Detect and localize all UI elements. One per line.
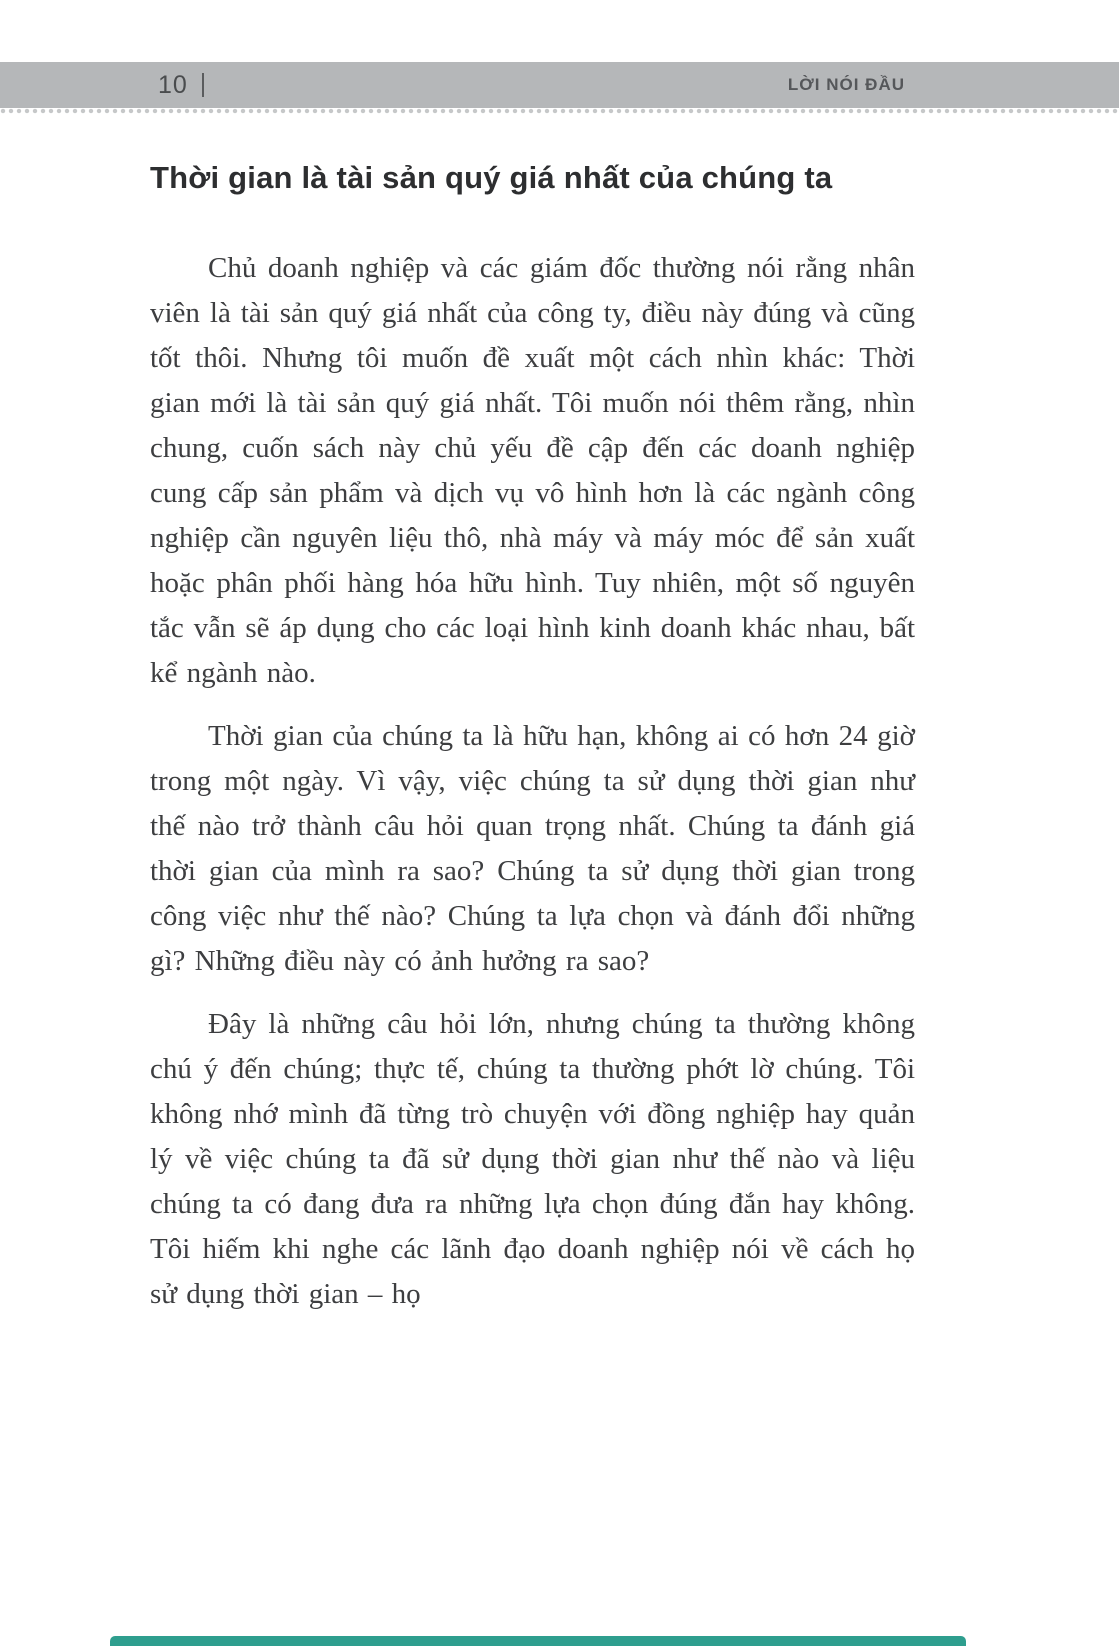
article-title: Thời gian là tài sản quý giá nhất của chúng ta bbox=[150, 160, 833, 195]
header-left bbox=[158, 71, 204, 100]
header-dotted-edge bbox=[0, 108, 1119, 116]
paragraph: Chủ doanh nghiệp và các giám đốc thường nói rằng nhân viên là tài sản quý giá nhất của công ty, điều này đúng và cũng tốt thôi. Nhưng tôi muốn đề xuất một cách nhìn khác: Thời gian mới là tài sản quý giá nhất. Tôi muốn nói thêm rằng, nhìn chung, cuốn sách này chủ yếu đề cập đến các doanh nghiệp cung cấp sản phẩm và dịch vụ vô hình hơn là các ngành công nghiệp cần nguyên liệu thô, nhà máy và máy móc để sản xuất hoặc phân phối hàng hóa hữu hình. Tuy nhiên, một số nguyên tắc vẫn sẽ áp dụng cho các loại hình kinh doanh khác nhau, bất kể ngành nào. bbox=[150, 252, 915, 689]
paragraph: Đây là những câu hỏi lớn, nhưng chúng ta thường không chú ý đến chúng; thực tế, chúng ta thường phớt lờ chúng. Tôi không nhớ mình đã từng trò chuyện với đồng nghiệp hay quản lý về việc chúng ta đã sử dụng thời gian như thế nào và liệu chúng ta có đang đưa ra những lựa chọn đúng đắn hay không. Tôi hiếm khi nghe các lãnh đạo doanh nghiệp nói về cách họ sử dụng thời gian – họ bbox=[150, 1008, 915, 1310]
page-number: 10 bbox=[158, 70, 188, 99]
article-content bbox=[150, 160, 915, 1335]
section-title: LỜI NÓI ĐẦU bbox=[787, 75, 905, 94]
footer-accent-bar bbox=[110, 1636, 966, 1646]
article-body bbox=[150, 246, 915, 1317]
header-divider bbox=[202, 73, 204, 97]
paragraph: Thời gian của chúng ta là hữu hạn, không ai có hơn 24 giờ trong một ngày. Vì vậy, việc chúng ta sử dụng thời gian như thế nào trở thành câu hỏi quan trọng nhất. Chúng ta đánh giá thời gian của mình ra sao? Chúng ta sử dụng thời gian trong công việc như thế nào? Chúng ta lựa chọn và đánh đổi những gì? Những điều này có ảnh hưởng ra sao? bbox=[150, 720, 915, 977]
running-header bbox=[0, 62, 1119, 108]
